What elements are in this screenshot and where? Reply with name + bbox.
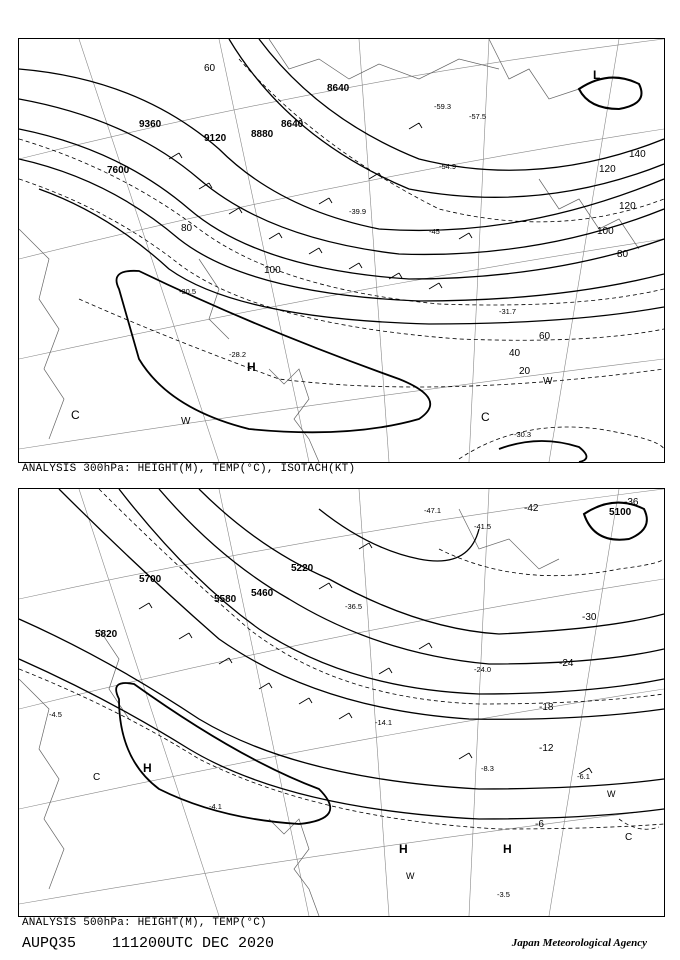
isotach-label: 100 xyxy=(597,226,614,237)
height-label: 5580 xyxy=(214,594,237,605)
isotherm-label: -6 xyxy=(535,819,544,830)
temperature-label: -30.5 xyxy=(179,287,197,296)
analysis-500hpa-map xyxy=(18,488,665,917)
station-label: -4.1 xyxy=(209,802,222,811)
temperature-label: -31.7 xyxy=(499,307,517,316)
caption-500hpa: ANALYSIS 500hPa: HEIGHT(M), TEMP(°C) xyxy=(22,917,267,929)
station-label: -3.5 xyxy=(497,890,510,899)
cold-center: C xyxy=(93,772,101,783)
isotach-label: 140 xyxy=(629,149,646,160)
height-label: 7600 xyxy=(107,165,130,176)
isotach-label: 100 xyxy=(264,265,281,276)
warm-center: W xyxy=(181,416,191,427)
ridge-contour xyxy=(116,683,330,824)
station-label: -47.1 xyxy=(424,506,442,515)
cold-center: C xyxy=(71,408,80,422)
temperature-label: -30.3 xyxy=(514,430,532,439)
temperature-label: -57.5 xyxy=(469,112,487,121)
wind-barbs xyxy=(169,123,472,289)
height-label: 8640 xyxy=(327,83,350,94)
isotach-label: 120 xyxy=(619,201,636,212)
isotach-label: 80 xyxy=(617,249,629,260)
cold-center: C xyxy=(481,410,490,424)
isotherm-label: -18 xyxy=(539,702,554,713)
isotach-label-group xyxy=(181,63,646,377)
warm-center: W xyxy=(406,871,415,881)
temperature-label: -59.3 xyxy=(434,102,452,111)
cold-center: C xyxy=(625,832,633,843)
valid-time: 111200UTC DEC 2020 xyxy=(112,935,275,952)
station-label: -41.5 xyxy=(474,522,492,531)
low-center: L xyxy=(593,68,601,82)
station-label: -4.5 xyxy=(49,710,62,719)
analysis-300hpa-map xyxy=(18,38,665,463)
isotach-label: 60 xyxy=(539,331,551,342)
coastline xyxy=(19,39,639,462)
map-500hpa-svg xyxy=(19,489,664,916)
agency-name: Japan Meteorological Agency xyxy=(511,937,647,949)
isotachs xyxy=(19,59,664,459)
temperature-label: -28.2 xyxy=(229,350,247,359)
isotach-label: 80 xyxy=(181,223,193,234)
height-label: 5100 xyxy=(609,507,632,518)
isotach-label: 20 xyxy=(519,366,531,377)
high-center: H xyxy=(399,842,408,856)
height-label-group xyxy=(95,507,632,640)
high-center: H xyxy=(143,761,152,775)
isotherm-label: -36 xyxy=(624,497,639,508)
station-label: -14.1 xyxy=(375,718,393,727)
high-center: H xyxy=(503,842,512,856)
temperature-label: -45 xyxy=(429,227,440,236)
isotherm-label: -42 xyxy=(524,503,539,514)
low-contour xyxy=(499,441,587,462)
isotach-label: 120 xyxy=(599,164,616,175)
graticule xyxy=(19,39,664,462)
height-label: 5700 xyxy=(139,574,162,585)
station-label: -6.1 xyxy=(577,772,590,781)
station-label-group xyxy=(49,506,590,899)
height-label: 5220 xyxy=(291,563,314,574)
chart-identifier xyxy=(22,935,274,952)
height-label: 9360 xyxy=(139,119,162,130)
warm-center: W xyxy=(607,789,616,799)
station-label: -8.3 xyxy=(481,764,494,773)
chart-code: AUPQ35 xyxy=(22,935,77,952)
isotach-label: 40 xyxy=(509,348,521,359)
warm-center: W xyxy=(543,376,553,387)
map-300hpa-svg xyxy=(19,39,664,462)
height-label: 9120 xyxy=(204,133,227,144)
isotherm-label: -12 xyxy=(539,743,554,754)
high-center: H xyxy=(247,360,256,374)
height-label: 8880 xyxy=(251,129,274,140)
isotherm-label: -30 xyxy=(582,612,597,623)
height-label: 5820 xyxy=(95,629,118,640)
station-label: -24.0 xyxy=(474,665,492,674)
isotherm-label: -24 xyxy=(559,658,574,669)
temperature-label: -54.9 xyxy=(439,162,457,171)
caption-300hpa: ANALYSIS 300hPa: HEIGHT(M), TEMP(°C), ISOTACH(KT) xyxy=(22,463,356,475)
isotach-label: 60 xyxy=(204,63,216,74)
temperature-label: -39.9 xyxy=(349,207,367,216)
station-label: -36.5 xyxy=(345,602,363,611)
height-label: 8640 xyxy=(281,119,304,130)
height-label: 5460 xyxy=(251,588,274,599)
coastline xyxy=(19,509,559,916)
